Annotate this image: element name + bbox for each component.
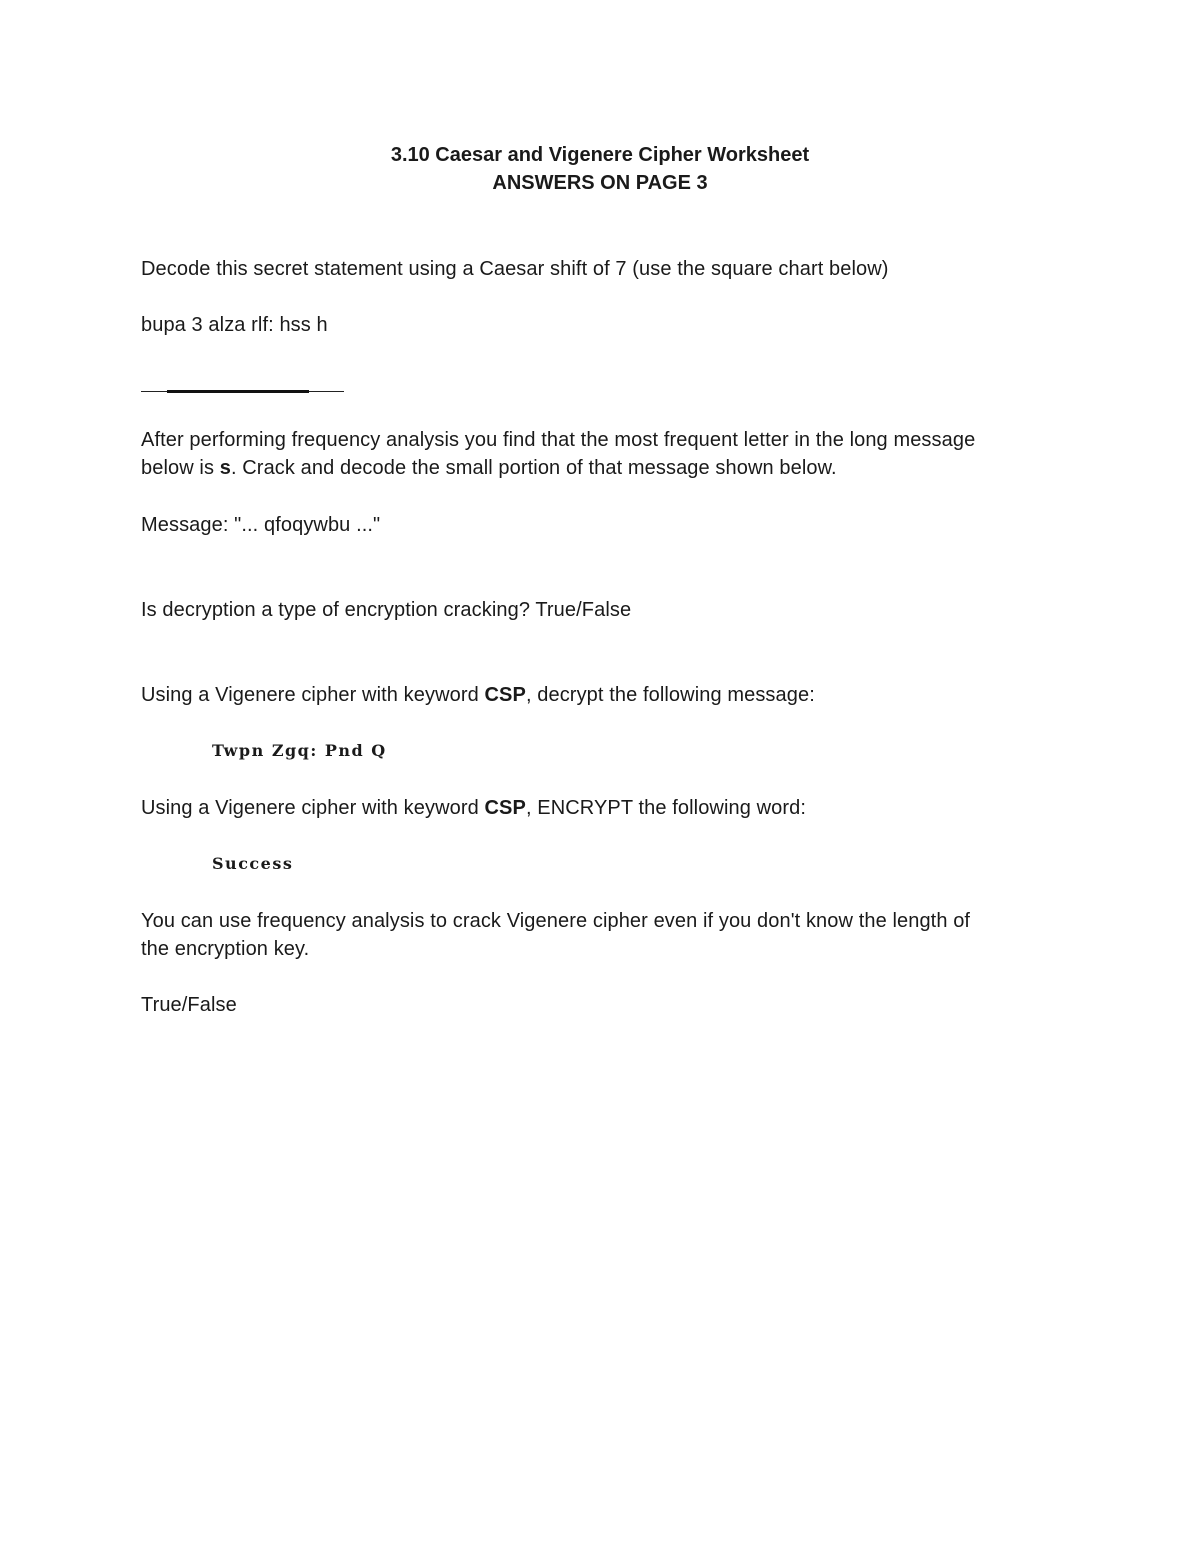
q4-keyword: CSP bbox=[484, 684, 526, 706]
q1-cipher-text: bupa 3 alza rlf: hss h bbox=[141, 314, 328, 336]
frequent-letter: s bbox=[219, 457, 231, 479]
q2-prompt-line2: below is s. Crack and decode the small portion of that message shown below. bbox=[141, 457, 837, 479]
q1-answer-blank bbox=[141, 389, 344, 393]
q3-prompt: Is decryption a type of encryption cracking? True/False bbox=[141, 599, 632, 621]
q2-message: Message: "... qfoqywbu ..." bbox=[141, 514, 381, 536]
q4-prompt: Using a Vigenere cipher with keyword CSP, decrypt the following message: bbox=[141, 684, 815, 706]
q4-cipher-text: Twpn Zgq: Pnd Q bbox=[212, 741, 387, 760]
q6-options: True/False bbox=[141, 994, 237, 1016]
q1-prompt: Decode this secret statement using a Caesar shift of 7 (use the square chart below) bbox=[141, 258, 889, 280]
q5-keyword: CSP bbox=[484, 797, 526, 819]
q6-prompt-line1: You can use frequency analysis to crack Vigenere cipher even if you don't know the length of bbox=[141, 910, 971, 932]
worksheet-title: 3.10 Caesar and Vigenere Cipher Worksheet bbox=[390, 144, 810, 166]
q2-prompt-line1: After performing frequency analysis you find that the most frequent letter in the long message bbox=[141, 429, 976, 451]
q6-prompt-line2: the encryption key. bbox=[141, 938, 310, 960]
q5-prompt: Using a Vigenere cipher with keyword CSP, ENCRYPT the following word: bbox=[141, 797, 807, 819]
q5-plain-word: Success bbox=[212, 854, 294, 873]
worksheet-subtitle: ANSWERS ON PAGE 3 bbox=[492, 172, 708, 194]
